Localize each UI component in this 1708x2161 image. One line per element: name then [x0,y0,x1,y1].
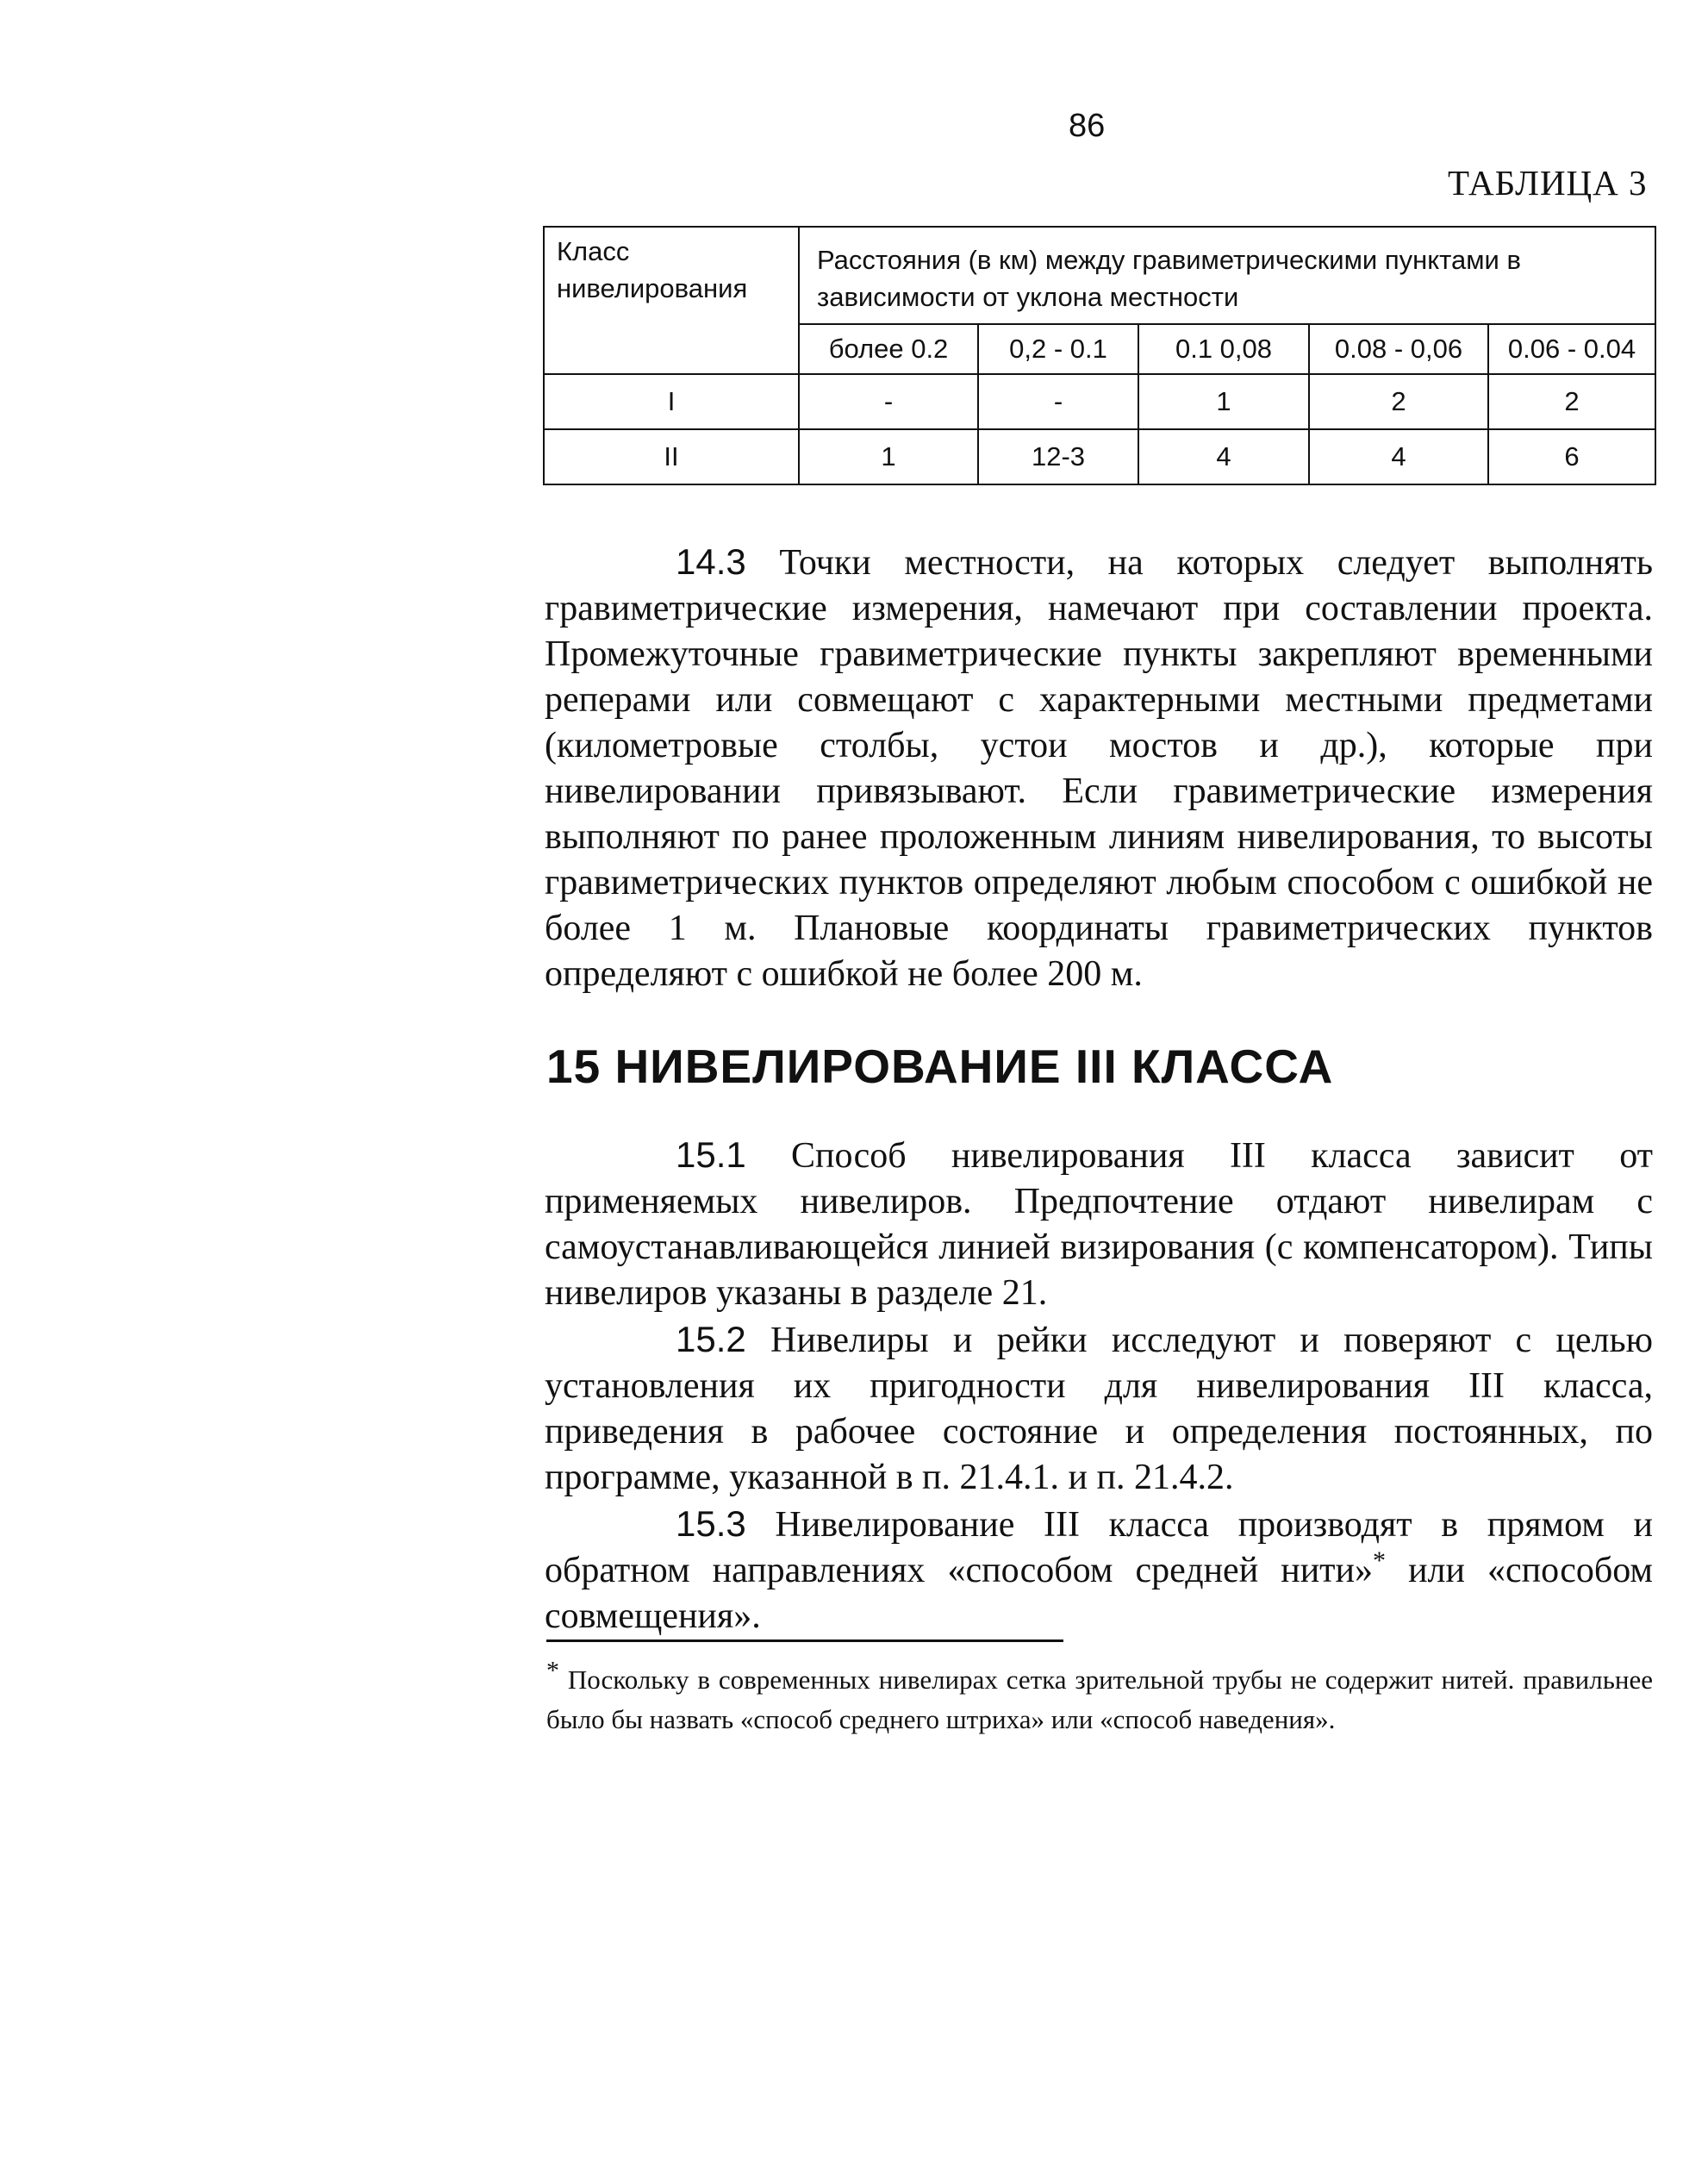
section-15-body [545,1132,1653,1639]
paragraph-text: Точки местности, на которых следует выполнять гравиметрические измерения, намечают при составлении проекта. Промежуточные гравиметрические пункты закрепляют временными реперами или совмещают с характерными местными предметами (километровые столбы, устои мостов и др.), которые при нивелировании привязывают. Если гравиметрические измерения выполняют по ранее проложенным линиям нивелирования, то высоты гравиметрических пунктов определяют любым способом с ошибкой не более 1 м. Плановые координаты гравиметрических пунктов определяют с ошибкой не более 200 м. [545,543,1654,994]
paragraph-number: 15.2 [676,1319,746,1359]
page-number: 86 [1069,108,1106,144]
table-cell: 4 [1138,429,1309,484]
table-cell: - [799,374,978,429]
paragraph-15-2 [545,1316,1653,1501]
class-column-header: Класс нивелирования [544,227,799,374]
section-heading: 15 НИВЕЛИРОВАНИЕ III КЛАССА [546,1040,1334,1093]
table-cell: 1 [1138,374,1309,429]
table-row [544,374,1655,429]
table-cell: 6 [1488,429,1655,484]
table-cell: I [544,374,799,429]
paragraph-15-1 [545,1132,1653,1316]
table-row [544,429,1655,484]
table-header-row [544,227,1655,324]
slope-header: 0.06 - 0.04 [1488,324,1655,374]
slope-header: более 0.2 [799,324,978,374]
slope-header: 0.08 - 0,06 [1309,324,1488,374]
table-cell: 4 [1309,429,1488,484]
paragraph-14-3-block [545,539,1653,997]
footnote-divider [546,1639,1063,1642]
table-cell: 2 [1488,374,1655,429]
paragraph-text: Нивелирование III класса производят в прямом и обратном направлениях «способом средней нити» [545,1505,1653,1590]
table-cell: 2 [1309,374,1488,429]
paragraph-number: 14.3 [676,541,746,582]
slope-header: 0.1 0,08 [1138,324,1309,374]
paragraph-14-3 [545,539,1653,997]
table-cell: - [978,374,1138,429]
footnote-mark: * [546,1656,559,1685]
table-cell: 12-3 [978,429,1138,484]
footnote [546,1656,1653,1739]
footnote-reference-mark: * [1373,1546,1387,1575]
paragraph-number: 15.1 [676,1134,746,1175]
paragraph-text: Нивелиры и рейки исследуют и поверяют с целью установления их пригодности для нивелирования III класса, приведения в рабочее состояние и определения постоянных, по программе, указанной в п. 21.4.1. и п. 21.4.2. [545,1321,1654,1497]
paragraph-number: 15.3 [676,1503,746,1544]
distance-group-header: Расстояния (в км) между гравиметрическими пунктами в зависимости от уклона местности [799,227,1655,324]
table-caption: ТАБЛИЦА 3 [1448,163,1648,203]
table-cell: II [544,429,799,484]
distance-table [543,226,1656,485]
paragraph-text: Способ нивелирования III класса зависит от применяемых нивелиров. Предпочтение отдают нивелирам с самоустанавливающейся линией визирования (с компенсатором). Типы нивелиров указаны в разделе 21. [545,1136,1653,1313]
footnote-text: Поскольку в современных нивелирах сетка зрительной трубы не содержит нитей. правильнее было бы назвать «способ среднего штриха» или «способ наведения». [546,1664,1653,1734]
paragraph-text-tail: или «способом совмещения». [545,1551,1653,1636]
table-cell: 1 [799,429,978,484]
slope-header: 0,2 - 0.1 [978,324,1138,374]
paragraph-15-3 [545,1501,1653,1639]
